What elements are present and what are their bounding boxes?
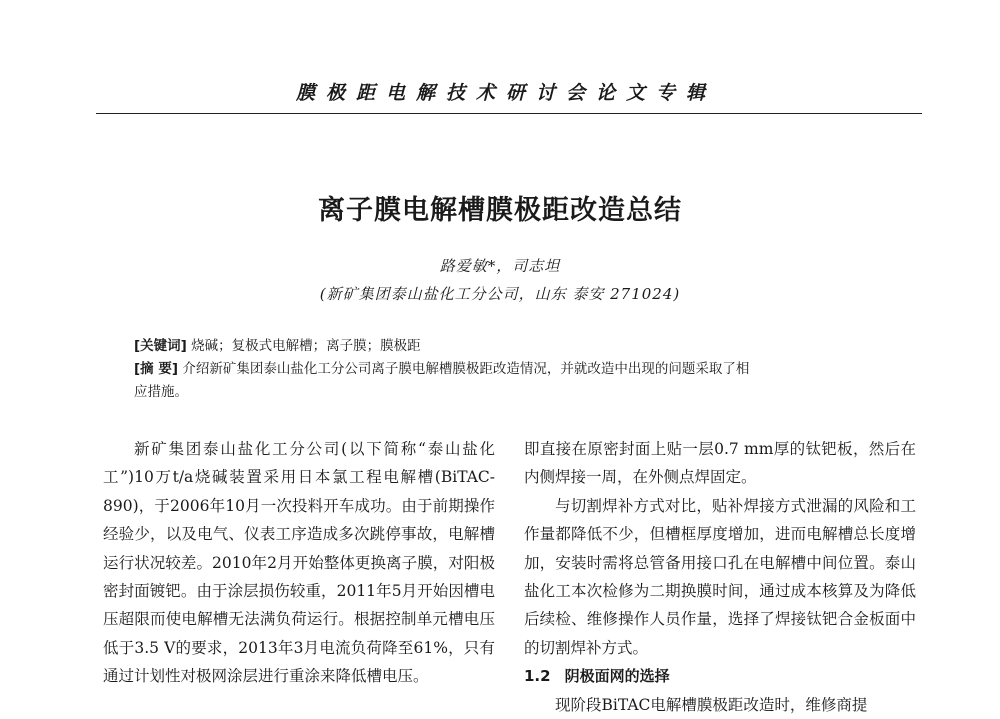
body-paragraph: 新矿集团泰山盐化工分公司(以下简称“泰山盐化工”)10万t/a烧碱装置采用日本氯工程电解槽(BiTAC-890)，于2006年10月一次投料开车成功。由于前期操作经验少，以及电气、仪表工序造成多次跳停事故，电解槽运行状况较差。2010年2月开始整体更换离子膜，对阳极密封面镀钯。由于涂层损伤较重，2011年5月开始因槽电压超限而使电解槽无法满负荷运行。根据控制单元槽电压低于3.5 V的要求，2013年3月电流负荷降至61%，只有通过计划性对极网涂层进行重涂来降低槽电压。 bbox=[103, 440, 495, 686]
left-column bbox=[103, 435, 495, 691]
abstract-tag: [摘 要] bbox=[134, 361, 179, 377]
keywords-block bbox=[134, 335, 890, 358]
keywords-text: 烧碱；复极式电解槽；离子膜；膜极距 bbox=[191, 338, 421, 354]
body-paragraph: 即直接在原密封面上贴一层0.7 mm厚的钛钯板，然后在内侧焊接一周，在外侧点焊固定。 bbox=[524, 440, 916, 487]
article-affiliation: (新矿集团泰山盐化工分公司，山东 泰安 271024) bbox=[319, 285, 681, 303]
abstract-block bbox=[134, 358, 890, 404]
abstract-text-line2: 应措施。 bbox=[134, 384, 188, 400]
right-column bbox=[524, 435, 916, 719]
article-title: 离子膜电解槽膜极距改造总结 bbox=[318, 195, 682, 226]
section-title: 阴极面网的选择 bbox=[564, 667, 670, 686]
running-header: 膜极距电解技术研讨会论文专辑 bbox=[295, 82, 716, 104]
keywords-tag: [关键词] bbox=[134, 338, 187, 354]
body-paragraph: 与切割焊补方式对比，贴补焊接方式泄漏的风险和工作量都降低不少，但槽框厚度增加，进而电解槽总长度增加，安装时需将总管备用接口孔在电解槽中间位置。泰山盐化工本次检修为二期换膜时间，通过成本核算及为降低后续检、维修操作人员作量，选择了焊接钛钯合金板面中的切割焊补方式。 bbox=[524, 496, 916, 657]
article-authors: 路爱敏*，司志坦 bbox=[439, 257, 561, 275]
header-rule bbox=[96, 113, 922, 114]
abstract-text-line1: 介绍新矿集团泰山盐化工分公司离子膜电解槽膜极距改造情况，并就改造中出现的问题采取了相 bbox=[182, 361, 750, 377]
section-number: 1.2 bbox=[524, 667, 551, 686]
section-heading bbox=[524, 662, 916, 690]
body-paragraph: 现阶段BiTAC电解槽膜极距改造时，维修商提 bbox=[555, 695, 868, 714]
